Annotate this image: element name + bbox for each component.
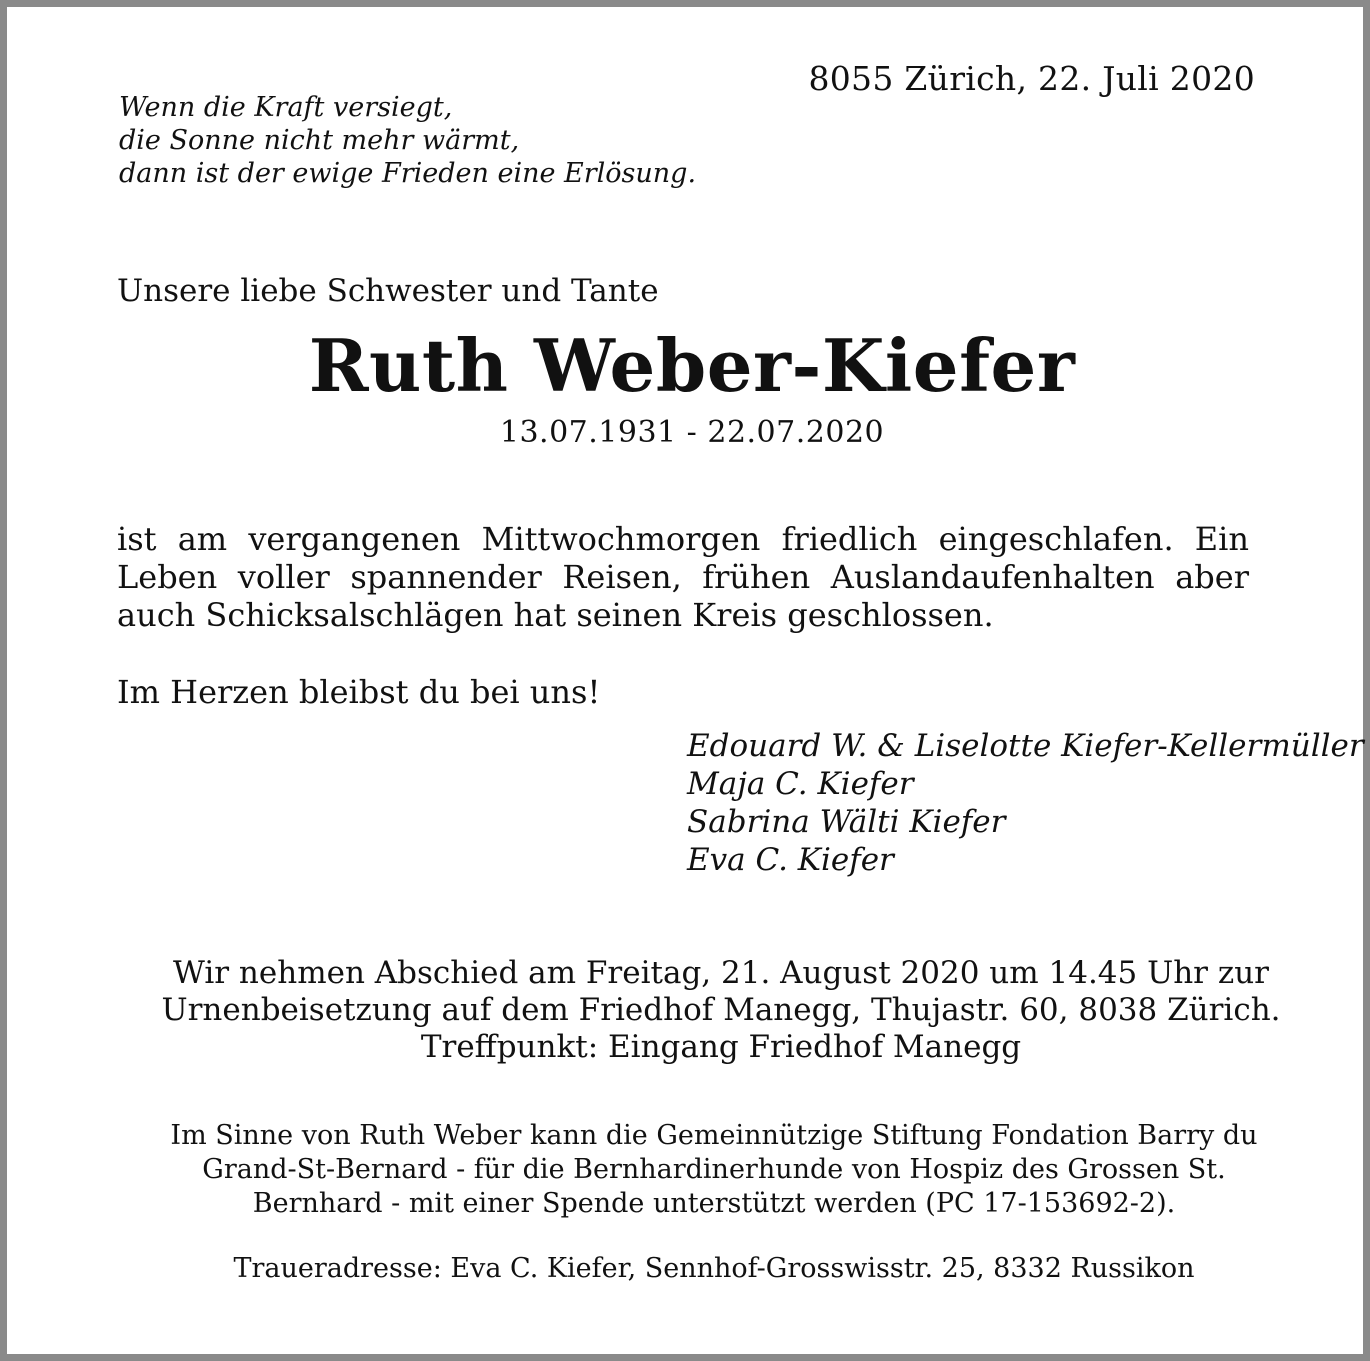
farewell-line: Wir nehmen Abschied am Freitag, 21. August 2020 um 14.45 Uhr zur	[173, 955, 1269, 991]
mourner-name: Maja C. Kiefer	[687, 766, 914, 802]
mourner-name: Sabrina Wälti Kiefer	[687, 804, 1006, 840]
motto-verse	[119, 91, 696, 190]
donation-line: Im Sinne von Ruth Weber kann die Gemeinnützige Stiftung Fondation Barry du	[170, 1120, 1258, 1151]
motto-line: dann ist der ewige Frieden eine Erlösung.	[119, 158, 697, 189]
obituary-body: ist am vergangenen Mittwochmorgen friedlich eingeschlafen. Ein Leben voller spannender Reisen, frühen Auslandaufenhalten aber auch Schicksalschlägen hat seinen Kreis geschlossen.	[117, 520, 1249, 634]
motto-line: die Sonne nicht mehr wärmt,	[119, 125, 520, 156]
farewell-line: Treffpunkt: Eingang Friedhof Manegg	[420, 1029, 1022, 1065]
mourner-name: Eva C. Kiefer	[687, 842, 894, 878]
mourning-address: Traueradresse: Eva C. Kiefer, Sennhof-Grosswisstr. 25, 8332 Russikon	[233, 1253, 1195, 1284]
donation-line: Bernhard - mit einer Spende unterstützt werden (PC 17-153692-2).	[252, 1188, 1176, 1219]
mourner-name: Edouard W. & Liselotte Kiefer-Kellermüller	[687, 728, 1364, 764]
intro-line: Unsere liebe Schwester und Tante	[117, 273, 659, 309]
donation-line: Grand-St-Bernard - für die Bernhardinerhunde von Hospiz des Grossen St.	[202, 1154, 1226, 1185]
closing-line: Im Herzen bleibst du bei uns!	[117, 673, 601, 711]
donation-note	[7, 1119, 1370, 1221]
life-dates: 13.07.1931 - 22.07.2020	[499, 415, 885, 450]
deceased-name: Ruth Weber-Kiefer	[308, 323, 1076, 408]
place-date: 8055 Zürich, 22. Juli 2020	[808, 59, 1255, 98]
mourners-list	[687, 727, 1364, 879]
farewell-line: Urnenbeisetzung auf dem Friedhof Manegg, Thujastr. 60, 8038 Zürich.	[161, 992, 1281, 1028]
motto-line: Wenn die Kraft versiegt,	[119, 92, 453, 123]
farewell-info	[7, 955, 1370, 1066]
